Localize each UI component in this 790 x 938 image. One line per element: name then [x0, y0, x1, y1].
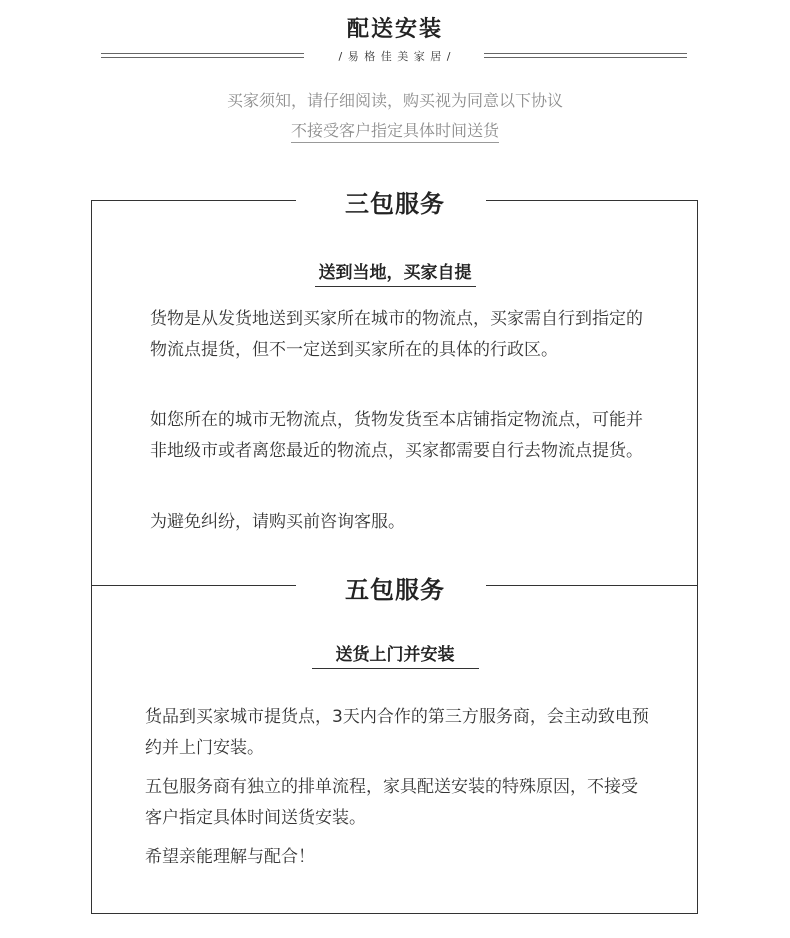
section-title-five-guarantee: 五包服务: [345, 576, 445, 604]
section-paragraph: 如您所在的城市无物流点，货物发货至本店铺指定物流点，可能并非地级市或者离您最近的物流点，买家都需要自行去物流点提货。: [150, 410, 643, 461]
section-subtitle-self-pickup: 送到当地，买家自提: [315, 258, 476, 287]
section-paragraph: 希望亲能理解与配合！: [145, 847, 315, 867]
section-paragraph: 五包服务商有独立的排单流程，家具配送安装的特殊原因，不接受客户指定具体时间送货安装。: [145, 777, 638, 828]
section-title-three-guarantee: 三包服务: [345, 190, 445, 218]
section-paragraph: 货品到买家城市提货点，3天内合作的第三方服务商，会主动致电预约并上门安装。: [145, 707, 649, 758]
section-paragraph: 货物是从发货地送到买家所在城市的物流点，买家需自行到指定的物流点提货，但不一定送到买家所在的具体的行政区。: [150, 309, 643, 360]
buyer-notice: 买家须知，请仔细阅读，购买视为同意以下协议: [226, 91, 563, 110]
delivery-notice-wrap: [0, 118, 790, 143]
section-paragraph: 为避免纠纷，请购买前咨询客服。: [150, 512, 405, 532]
section-subtitle-home-install: 送货上门并安装: [312, 640, 479, 669]
section-subtitle-wrap: [0, 258, 790, 287]
section-subtitle-wrap: [0, 640, 790, 669]
brand-name: / 易 格 佳 美 家 居 /: [338, 50, 452, 63]
page-title: 配送安装: [346, 17, 443, 42]
delivery-notice: 不接受客户指定具体时间送货: [291, 118, 499, 143]
